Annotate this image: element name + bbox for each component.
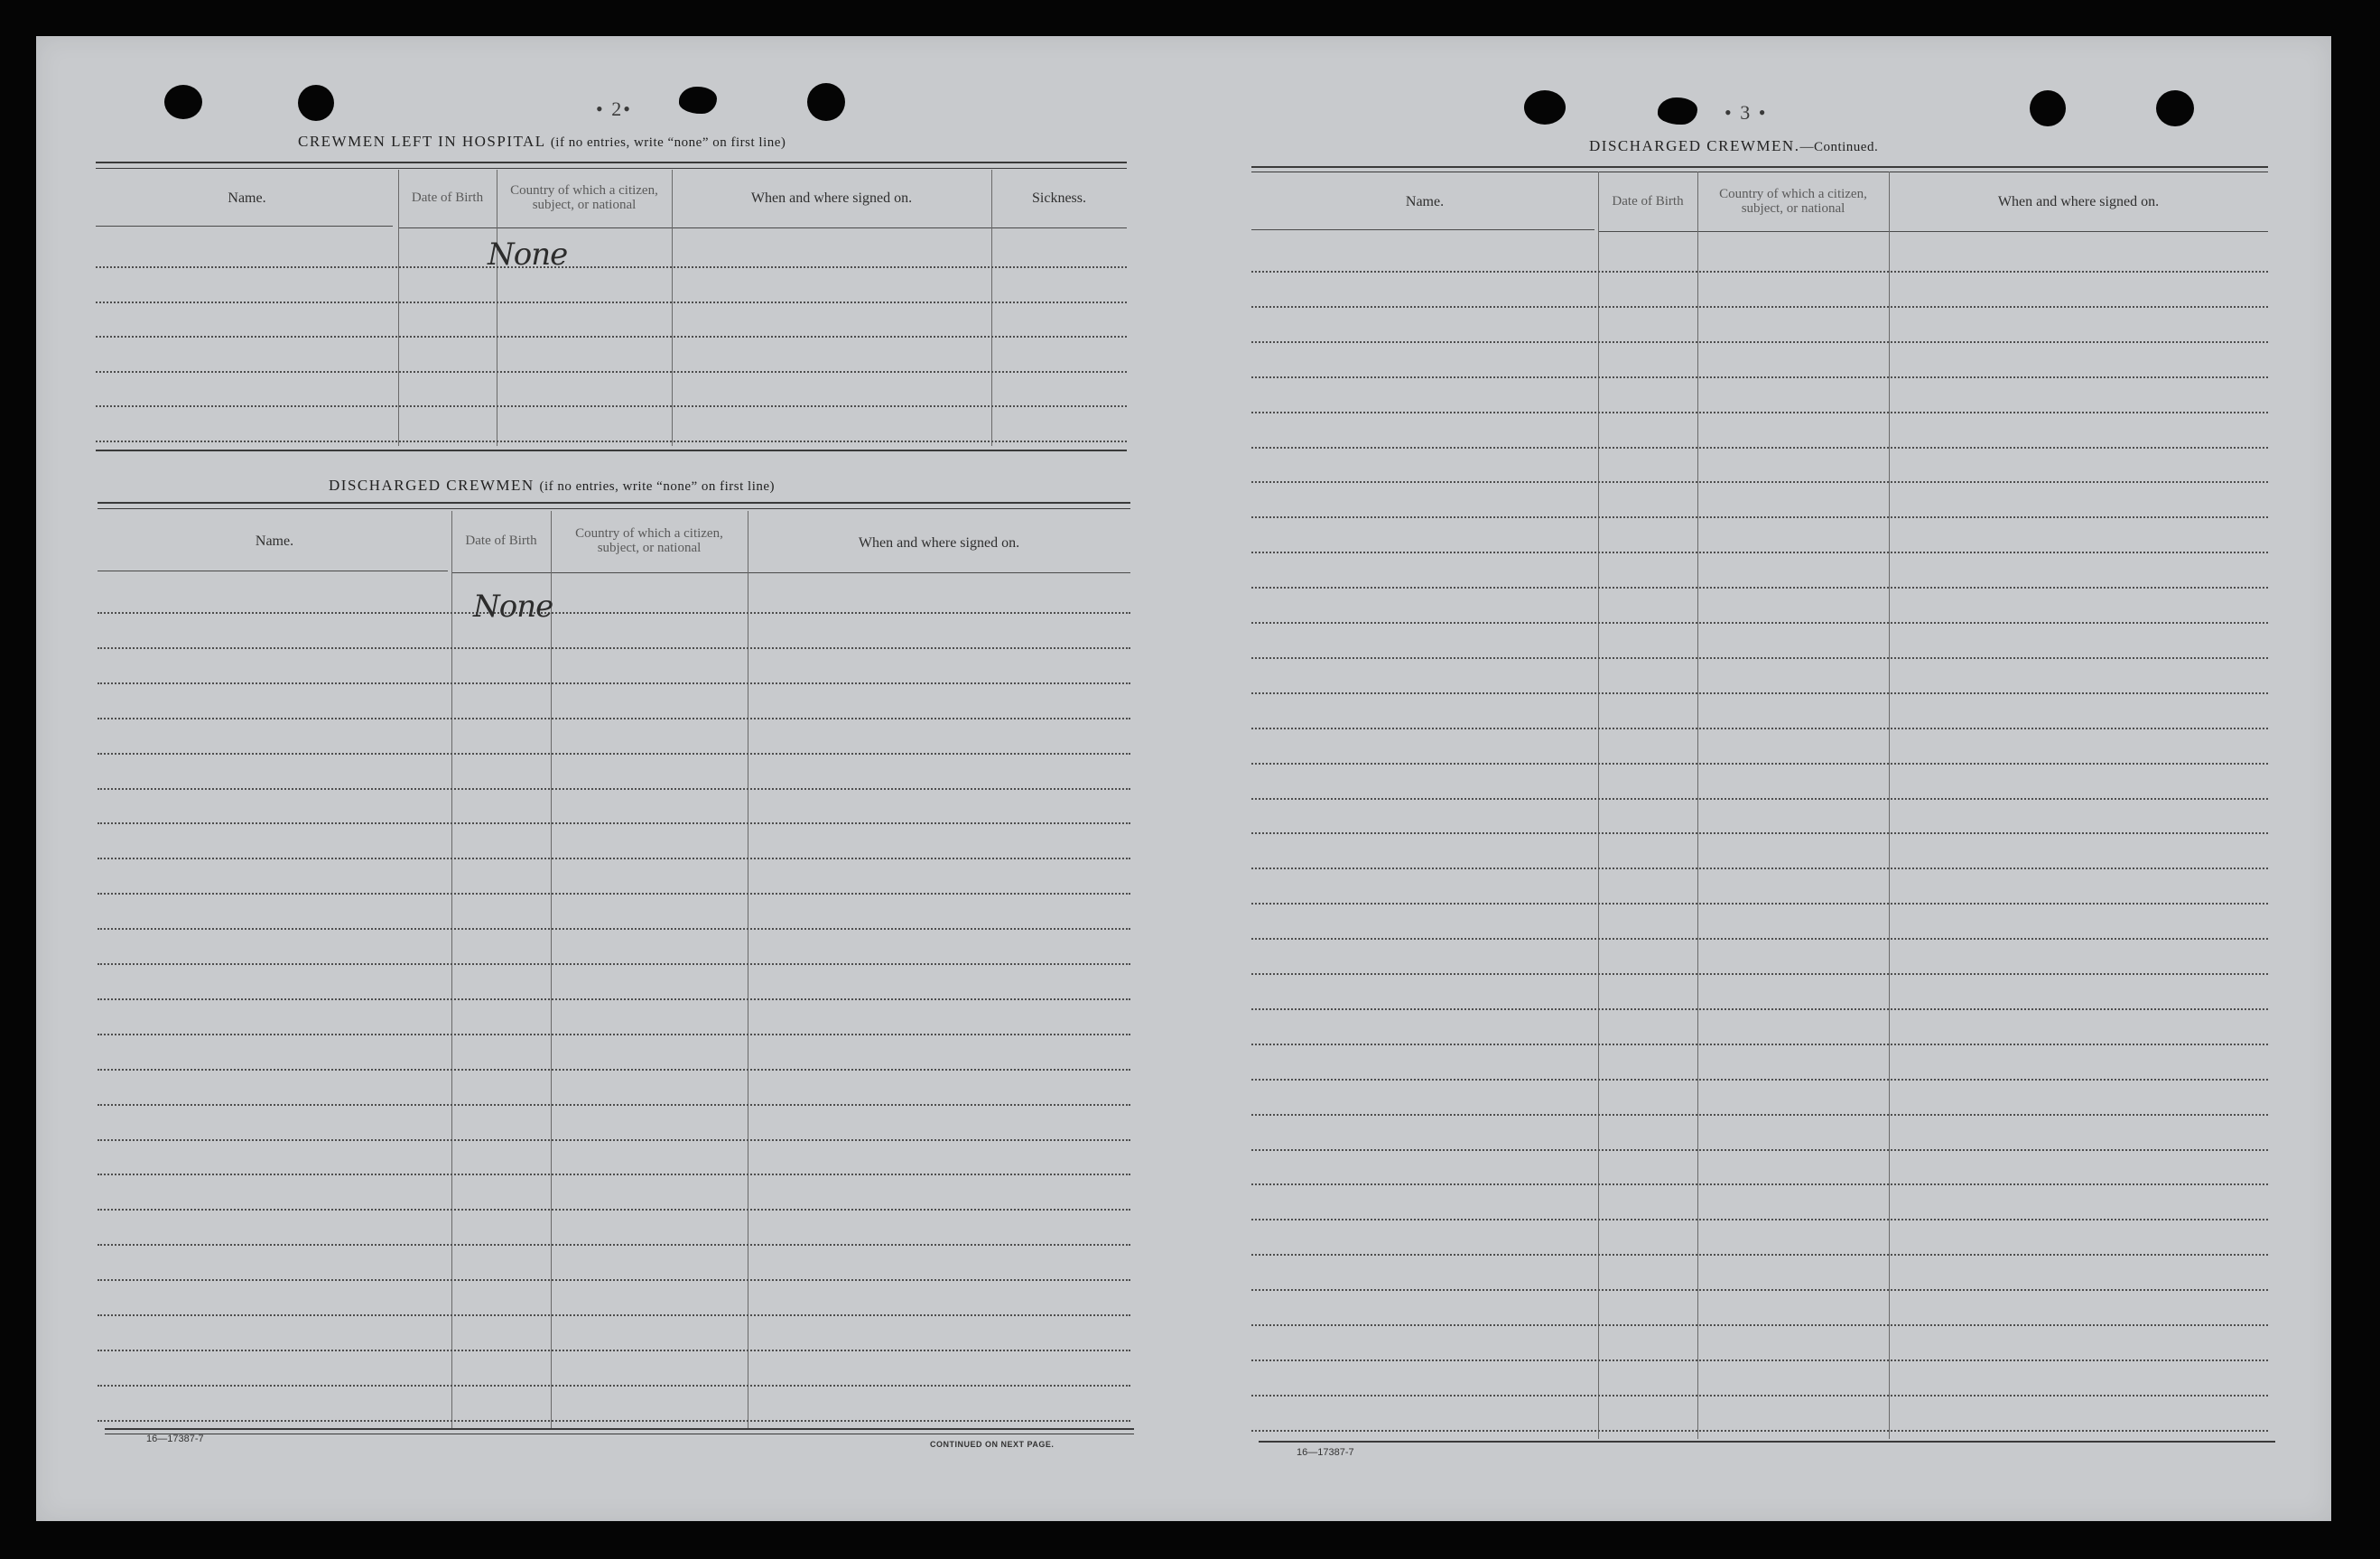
- continued-entry-line: [1251, 1289, 2268, 1291]
- hospital-entry-line: [96, 371, 1127, 373]
- continued-entry-line: [1251, 481, 2268, 483]
- discharged-entry-line: [98, 1209, 1130, 1211]
- handwritten-none-discharged: None: [473, 589, 553, 625]
- continued-entry-line: [1251, 552, 2268, 553]
- continued-entry-line: [1251, 1183, 2268, 1185]
- continued-entry-line: [1251, 447, 2268, 449]
- continued-entry-line: [1251, 1430, 2268, 1432]
- discharged-entry-line: [98, 1139, 1130, 1141]
- continued-entry-line: [1251, 798, 2268, 800]
- discharged-header-signed: When and where signed on.: [858, 534, 1020, 551]
- continued-bottom-rule: [1259, 1441, 2275, 1443]
- continued-entry-line: [1251, 657, 2268, 659]
- continued-entry-line: [1251, 1359, 2268, 1361]
- continued-entry-line: [1251, 1114, 2268, 1116]
- hospital-header-dob: Date of Birth: [411, 190, 484, 205]
- continued-entry-line: [1251, 938, 2268, 940]
- discharged-continued-title: DISCHARGED CREWMEN.—Continued.: [1589, 137, 1879, 154]
- discharged-entry-line: [98, 612, 1130, 614]
- continued-entry-line: [1251, 1254, 2268, 1256]
- hospital-entry-line: [96, 405, 1127, 407]
- discharged-entry-line: [98, 718, 1130, 719]
- discharged-entry-line: [98, 1034, 1130, 1035]
- page-number: • 2•: [596, 97, 632, 120]
- discharged-entry-line: [98, 1314, 1130, 1316]
- hospital-section-title: CREWMEN LEFT IN HOSPITAL (if no entries, write “none” on first line): [298, 133, 786, 150]
- discharged-entry-line: [98, 1279, 1130, 1281]
- discharged-entry-line: [98, 822, 1130, 824]
- continued-header-rule: [1251, 229, 1594, 230]
- continued-entry-line: [1251, 1219, 2268, 1220]
- continued-entry-line: [1251, 973, 2268, 975]
- discharged-entry-line: [98, 788, 1130, 790]
- continued-entry-line: [1251, 692, 2268, 694]
- discharged-bottom-rule: [105, 1428, 1134, 1430]
- discharged-entry-line: [98, 682, 1130, 684]
- discharged-header-name: Name.: [255, 533, 294, 549]
- continued-entry-line: [1251, 1044, 2268, 1045]
- continued-entry-line: [1251, 1149, 2268, 1151]
- discharged-header-country: Country of which a citizen, subject, or national: [575, 526, 723, 555]
- discharged-entry-line: [98, 998, 1130, 1000]
- continued-column-divider: [1697, 172, 1698, 1439]
- hospital-header-rule: [398, 227, 1127, 228]
- continued-entry-line: [1251, 1395, 2268, 1397]
- discharged-top-rule-2: [98, 508, 1130, 509]
- hospital-header-sickness: Sickness.: [1032, 190, 1086, 206]
- continued-header-signed: When and where signed on.: [1997, 193, 2160, 209]
- continued-header-name: Name.: [1405, 193, 1445, 209]
- continued-entry-line: [1251, 412, 2268, 413]
- continued-header-rule: [1598, 231, 2268, 232]
- continued-top-rule: [1251, 166, 2268, 168]
- continued-column-divider: [1889, 172, 1890, 1439]
- hospital-top-rule-2: [96, 168, 1127, 169]
- discharged-entry-line: [98, 963, 1130, 965]
- hospital-entry-line: [96, 266, 1127, 268]
- form-number-left: 16—17387-7: [146, 1434, 204, 1444]
- continued-note: CONTINUED ON NEXT PAGE.: [930, 1440, 1055, 1449]
- continued-entry-line: [1251, 376, 2268, 378]
- continued-entry-line: [1251, 763, 2268, 765]
- hospital-top-rule: [96, 162, 1127, 163]
- discharged-entry-line: [98, 858, 1130, 859]
- discharged-section-title: DISCHARGED CREWMEN (if no entries, write “none” on first line): [329, 477, 776, 494]
- continued-entry-line: [1251, 728, 2268, 729]
- discharged-entry-line: [98, 1350, 1130, 1351]
- hospital-entry-line: [96, 336, 1127, 338]
- continued-entry-line: [1251, 832, 2268, 834]
- continued-entry-line: [1251, 516, 2268, 518]
- handwritten-none-hospital: None: [488, 237, 568, 273]
- hospital-bottom-rule: [96, 450, 1127, 451]
- hospital-entry-line: [96, 302, 1127, 303]
- continued-header-country: Country of which a citizen, subject, or national: [1719, 187, 1867, 216]
- continued-entry-line: [1251, 622, 2268, 624]
- page-number: • 3 •: [1725, 101, 1768, 124]
- hospital-header-country: Country of which a citizen, subject, or national: [510, 183, 658, 212]
- continued-entry-line: [1251, 868, 2268, 869]
- discharged-entry-line: [98, 1385, 1130, 1387]
- discharged-top-rule: [98, 502, 1130, 504]
- form-number-right: 16—17387-7: [1297, 1447, 1354, 1458]
- continued-entry-line: [1251, 903, 2268, 905]
- discharged-entry-line: [98, 1420, 1130, 1422]
- continued-entry-line: [1251, 1008, 2268, 1010]
- hospital-entry-line: [96, 441, 1127, 442]
- discharged-entry-line: [98, 753, 1130, 755]
- hospital-header-name: Name.: [228, 190, 266, 206]
- continued-entry-line: [1251, 271, 2268, 273]
- discharged-entry-line: [98, 928, 1130, 930]
- discharged-entry-line: [98, 1244, 1130, 1246]
- hospital-header-signed: When and where signed on.: [750, 190, 913, 206]
- discharged-header-dob: Date of Birth: [465, 534, 537, 548]
- continued-entry-line: [1251, 306, 2268, 308]
- continued-entry-line: [1251, 587, 2268, 589]
- continued-entry-line: [1251, 1079, 2268, 1081]
- continued-entry-line: [1251, 1324, 2268, 1326]
- continued-entry-line: [1251, 341, 2268, 343]
- discharged-entry-line: [98, 893, 1130, 895]
- discharged-entry-line: [98, 647, 1130, 649]
- discharged-header-rule: [451, 572, 1130, 573]
- discharged-entry-line: [98, 1069, 1130, 1071]
- discharged-entry-line: [98, 1174, 1130, 1175]
- discharged-entry-line: [98, 1104, 1130, 1106]
- continued-column-divider: [1598, 172, 1599, 1439]
- continued-header-dob: Date of Birth: [1612, 194, 1684, 209]
- hospital-header-rule: [96, 226, 393, 227]
